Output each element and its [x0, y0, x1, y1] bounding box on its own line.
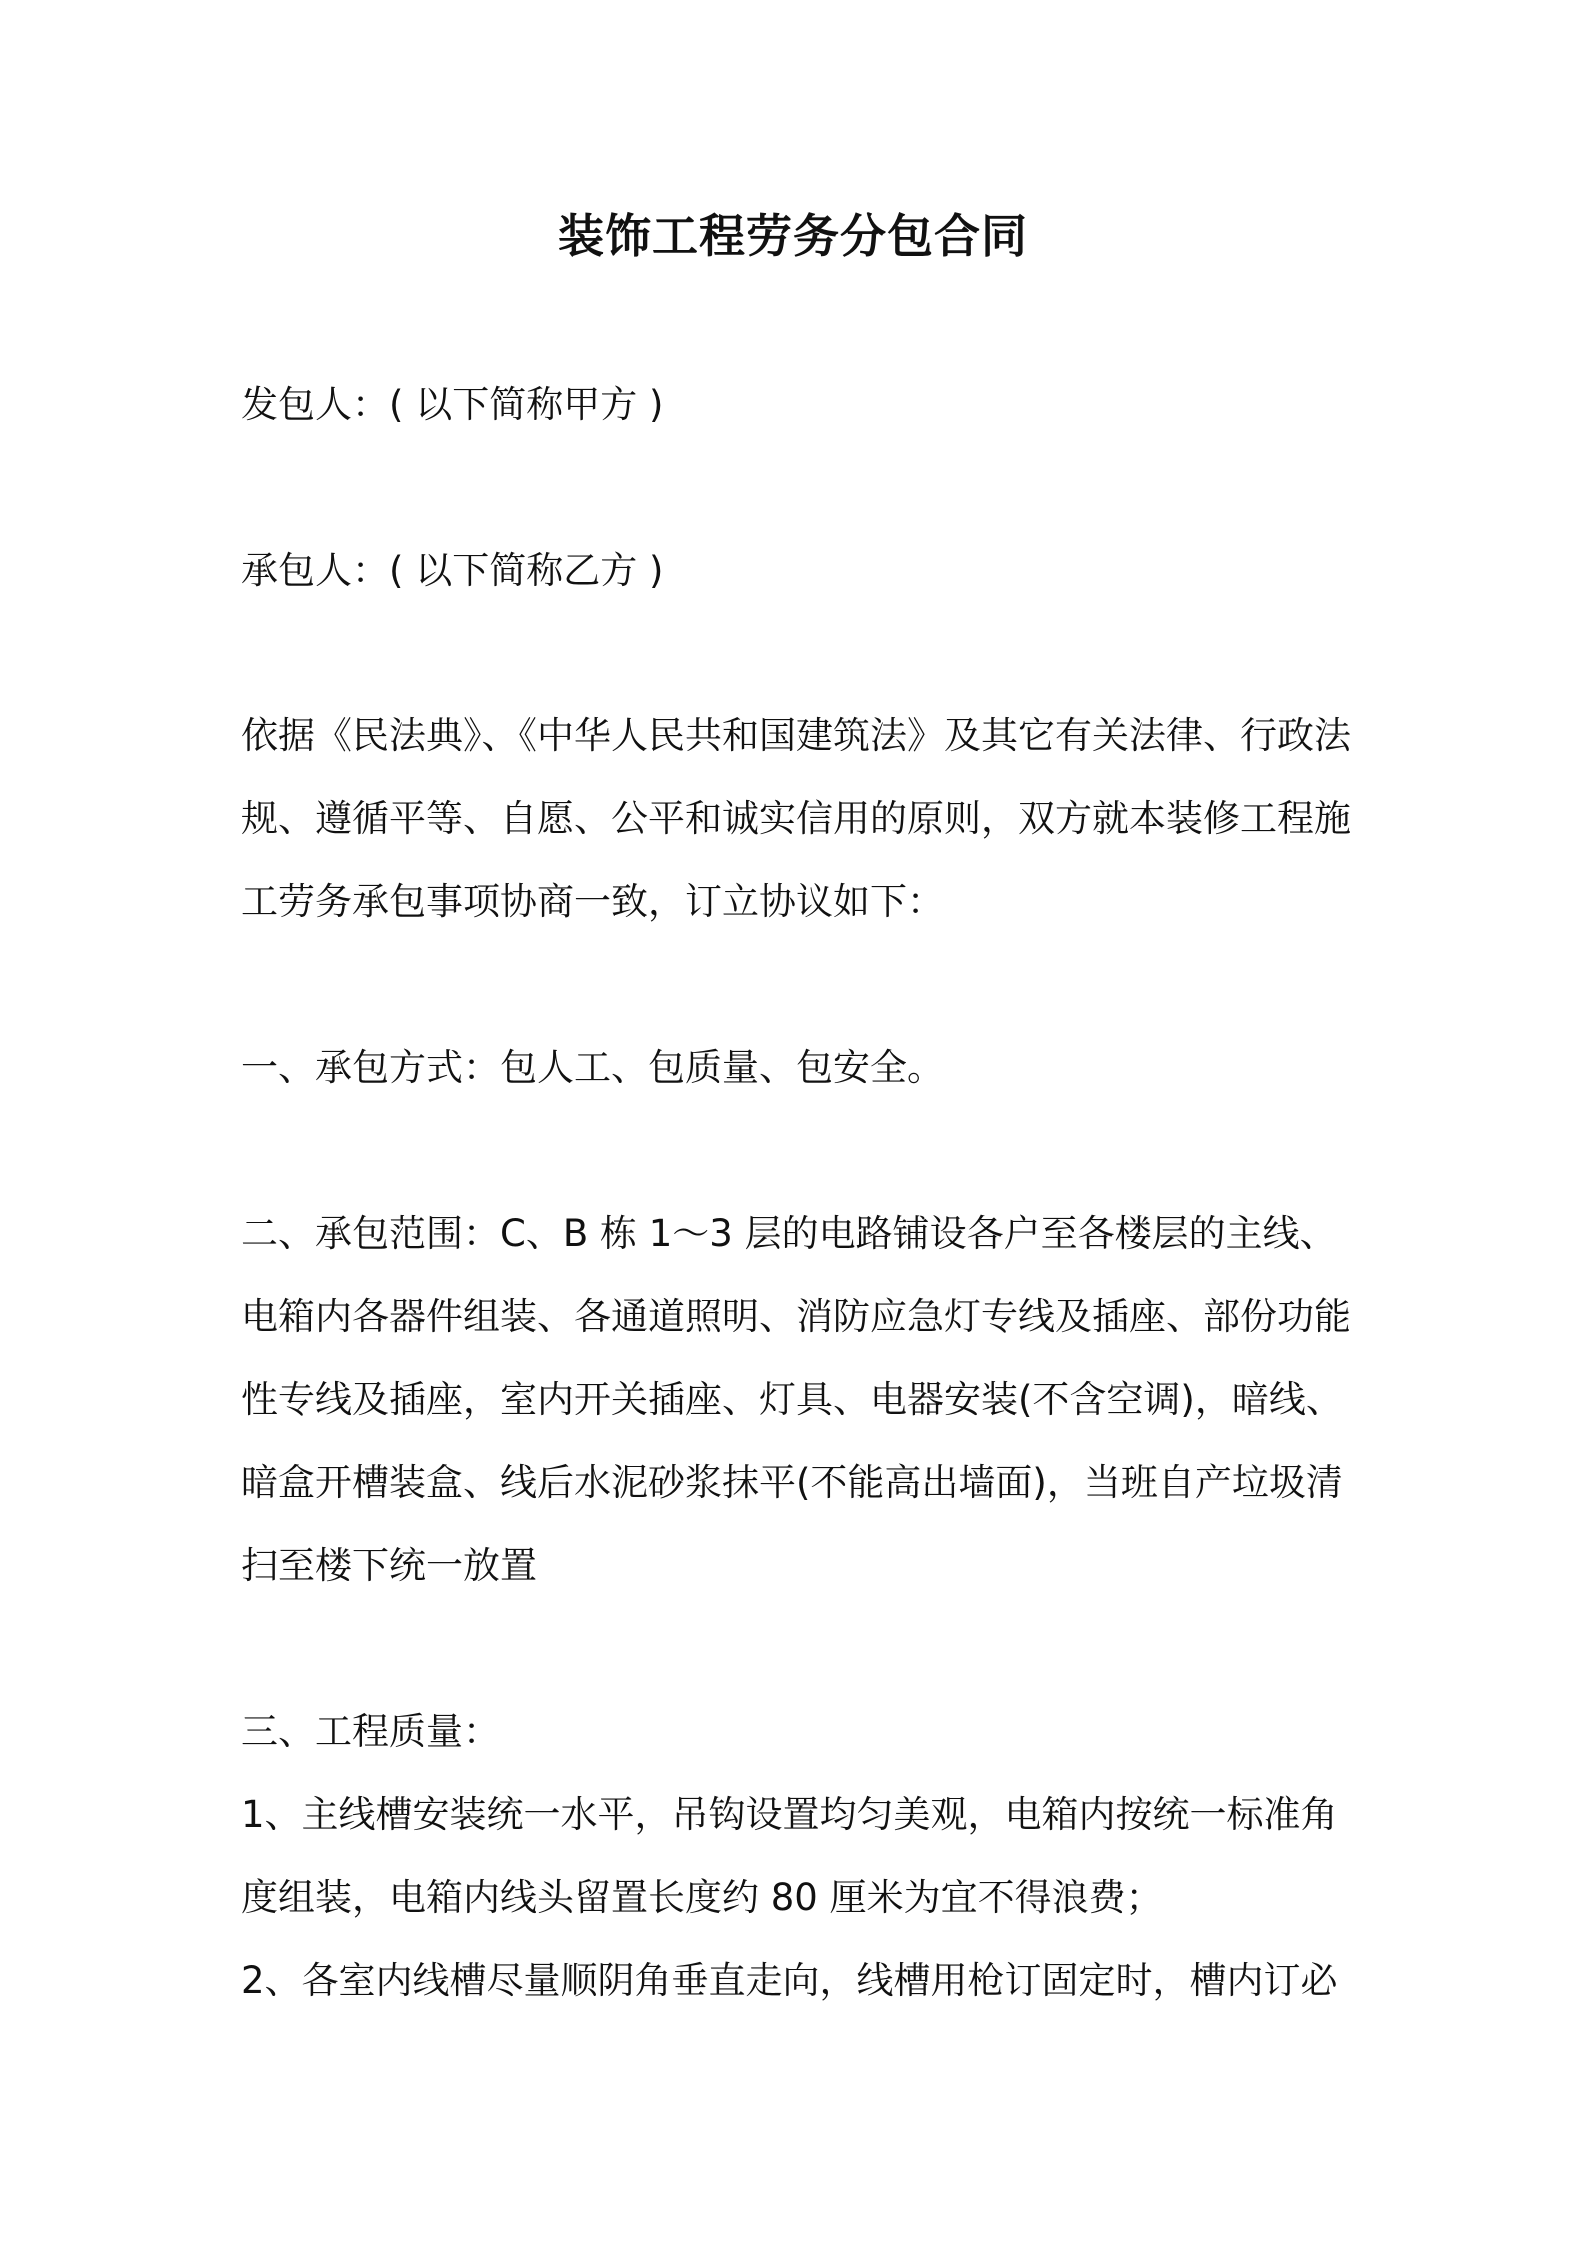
section-2-line-1: 二、承包范围：C、B 栋 1～3 层的电路铺设各户至各楼层的主线、 — [241, 1212, 1337, 1255]
party-b-line: 承包人：( 以下简称乙方 ) — [241, 549, 664, 592]
section-2-line-3: 性专线及插座，室内开关插座、灯具、电器安装(不含空调)，暗线、 — [241, 1378, 1343, 1421]
document-title: 装饰工程劳务分包合同 — [558, 209, 1028, 263]
section-3-item-line-1: 1、主线槽安装统一水平，吊钩设置均匀美观，电箱内按统一标准角 — [241, 1793, 1338, 1836]
section-2-line-4: 暗盒开槽装盒、线后水泥砂浆抹平(不能高出墙面)，当班自产垃圾清 — [241, 1461, 1343, 1504]
section-2-line-5: 扫至楼下统一放置 — [241, 1544, 537, 1587]
preamble-line-2: 规、遵循平等、自愿、公平和诚实信用的原则，双方就本装修工程施 — [241, 797, 1351, 840]
section-3-heading: 三、工程质量： — [241, 1710, 500, 1753]
preamble-line-3: 工劳务承包事项协商一致，订立协议如下： — [241, 880, 944, 923]
section-2-line-2: 电箱内各器件组装、各通道照明、消防应急灯专线及插座、部份功能 — [241, 1295, 1351, 1338]
preamble-line-1: 依据《民法典》、《中华人民共和国建筑法》及其它有关法律、行政法 — [241, 714, 1351, 757]
section-3-item-line-3: 2、各室内线槽尽量顺阴角垂直走向，线槽用枪订固定时，槽内订必 — [241, 1959, 1338, 2002]
section-3-item-line-2: 度组装，电箱内线头留置长度约 80 厘米为宜不得浪费； — [241, 1876, 1163, 1919]
party-a-line: 发包人：( 以下简称甲方 ) — [241, 383, 664, 426]
section-1-line: 一、承包方式：包人工、包质量、包安全。 — [241, 1046, 944, 1089]
